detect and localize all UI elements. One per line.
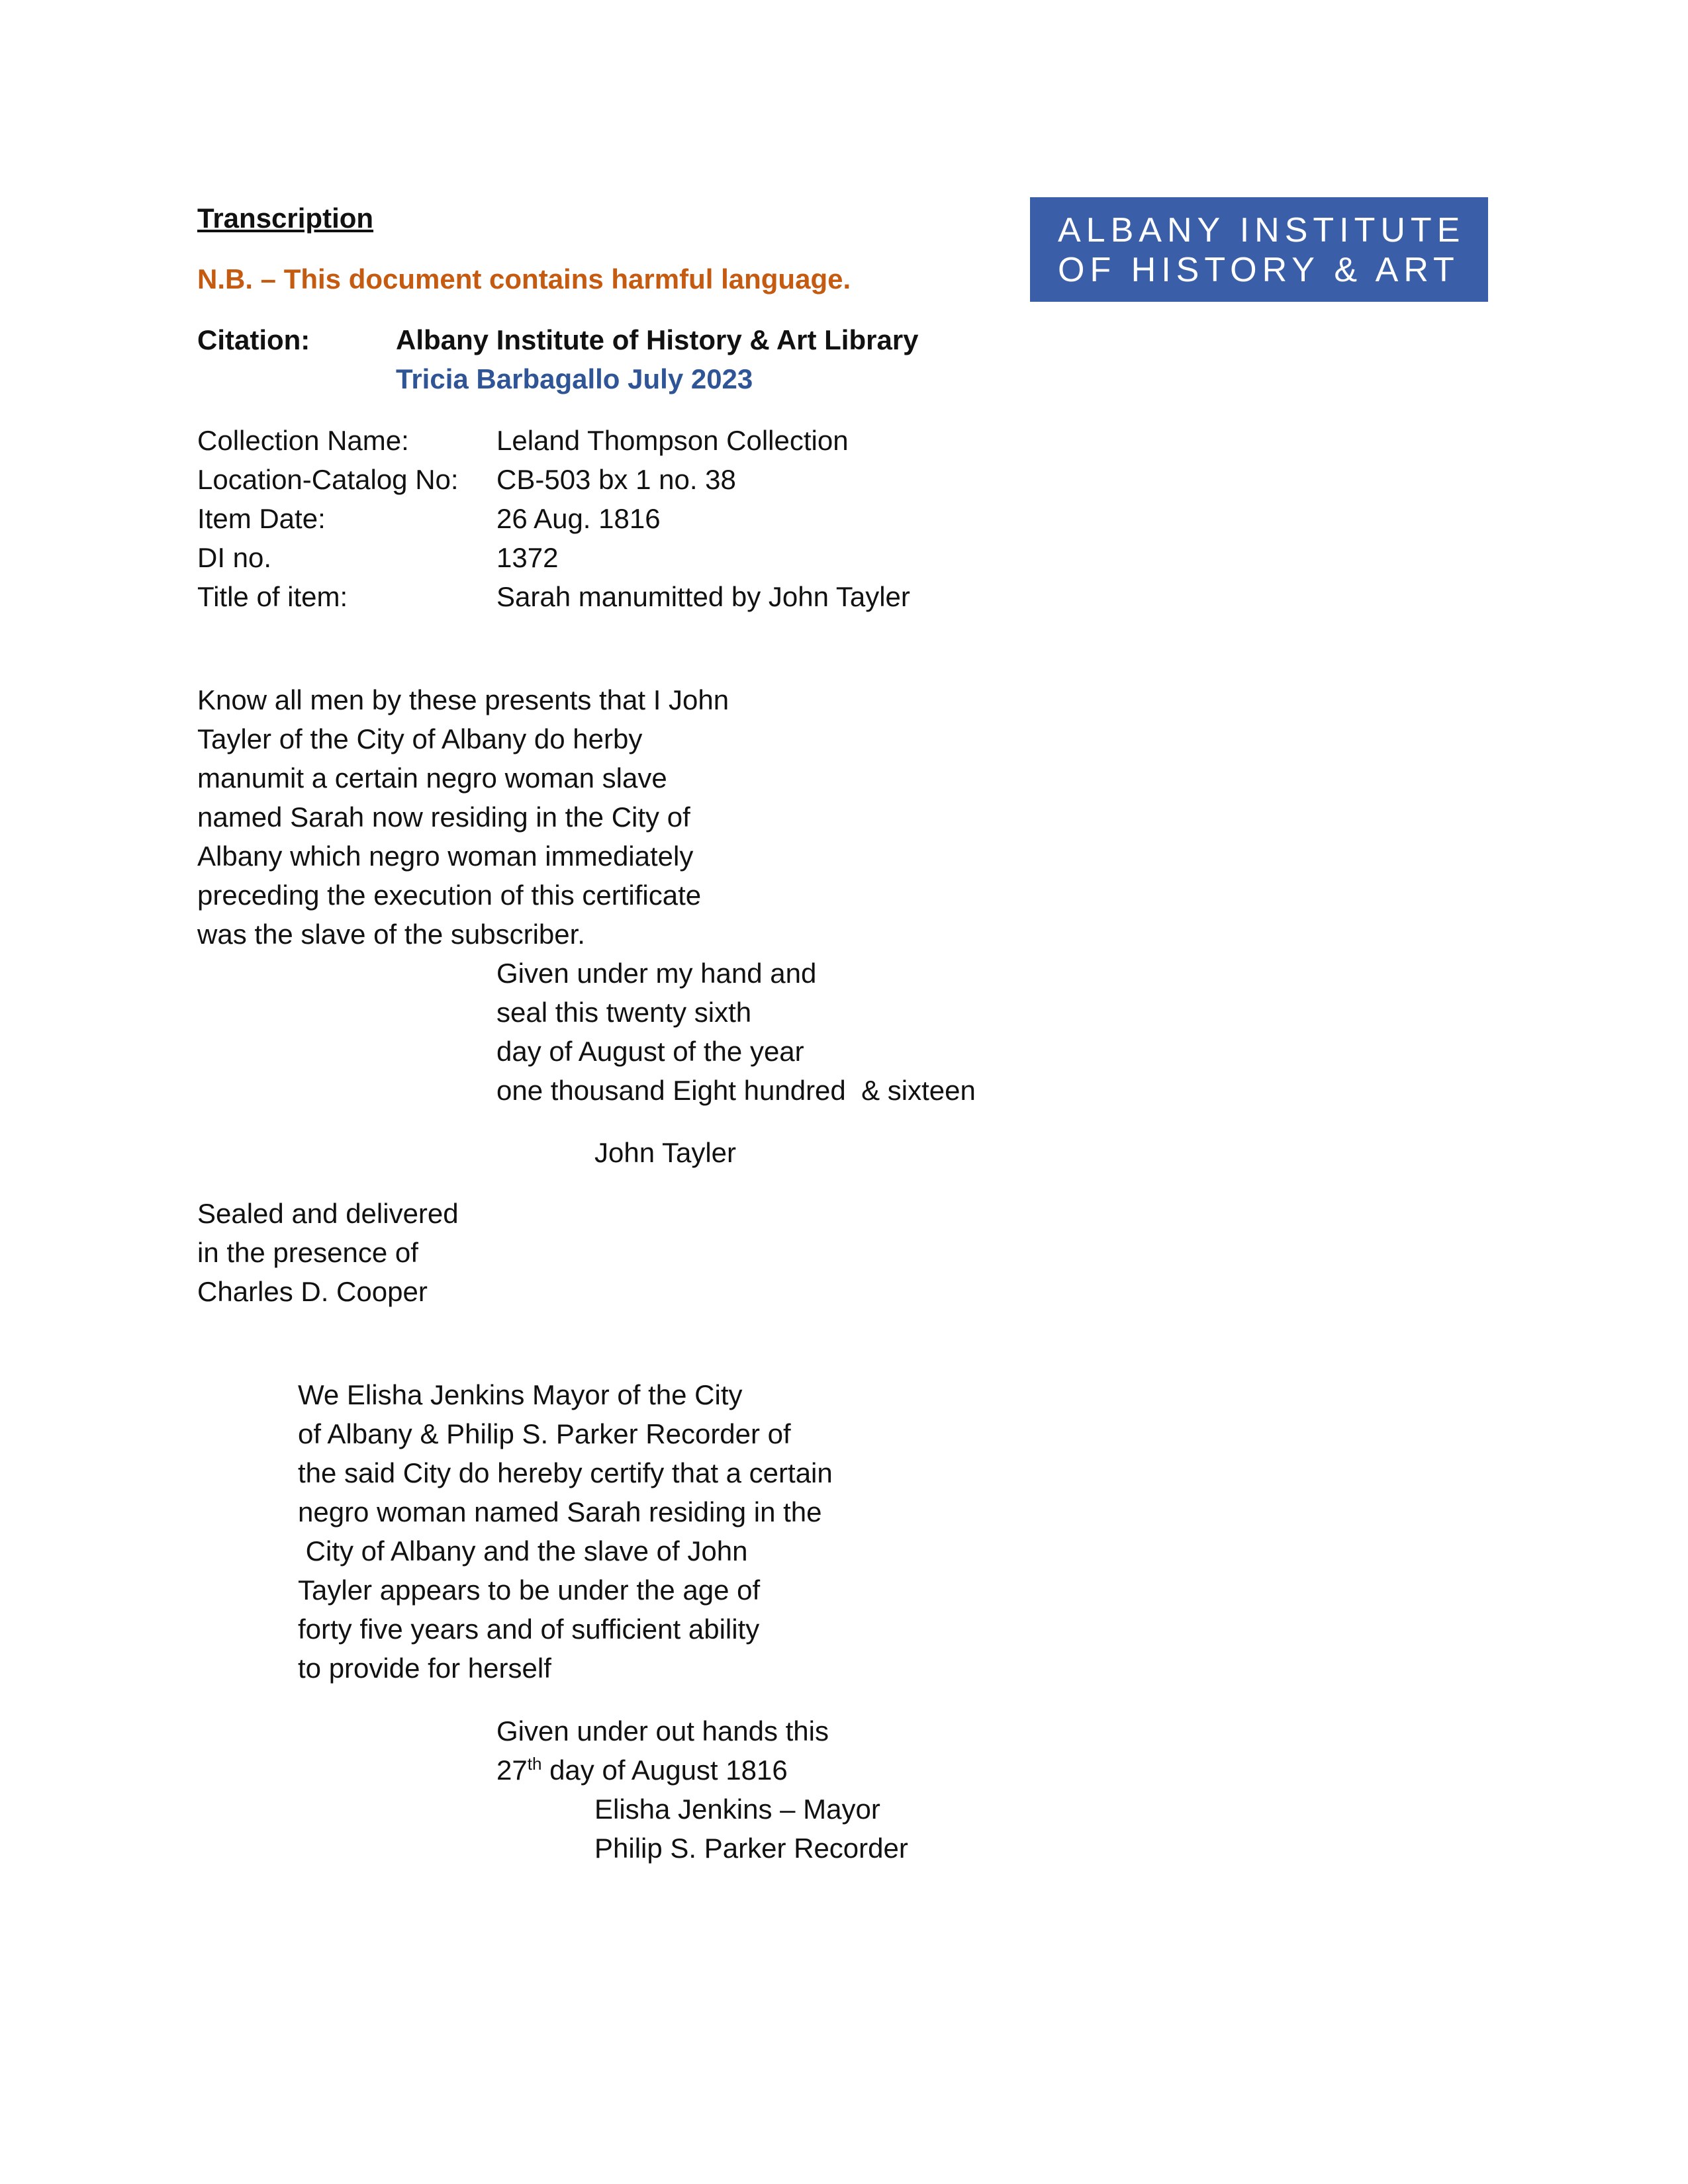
official-signatures [594, 1790, 908, 1868]
given-under-hands [496, 1711, 829, 1790]
metadata-value: CB-503 bx 1 no. 38 [496, 464, 736, 495]
metadata-row [197, 421, 910, 460]
text-line: negro woman named Sarah residing in the [298, 1496, 822, 1527]
metadata-key: Item Date: [197, 503, 326, 534]
text-line: was the slave of the subscriber. [197, 919, 585, 950]
official-name: Elisha Jenkins – Mayor [594, 1794, 880, 1825]
text-line: preceding the execution of this certificate [197, 880, 702, 911]
signer-name: John Tayler [594, 1137, 737, 1168]
mayor-certificate-text [298, 1375, 833, 1688]
text-line: manumit a certain negro woman slave [197, 762, 667, 794]
text-line: Charles D. Cooper [197, 1276, 428, 1307]
metadata-value: 26 Aug. 1816 [496, 503, 661, 534]
metadata-value: Leland Thompson Collection [496, 425, 849, 456]
text-line: We Elisha Jenkins Mayor of the City [298, 1379, 743, 1410]
harmful-language-warning: N.B. – This document contains harmful language. [197, 263, 851, 295]
metadata-row [197, 460, 910, 499]
witness-block [197, 1194, 459, 1311]
metadata-value: Sarah manumitted by John Tayler [496, 581, 910, 612]
text-line: Know all men by these presents that I John [197, 684, 729, 715]
manumission-text [197, 680, 729, 954]
text-line: day of August of the year [496, 1036, 804, 1067]
metadata-key: Title of item: [197, 581, 348, 612]
text-line: one thousand Eight hundred & sixteen [496, 1075, 976, 1106]
metadata-key: Location-Catalog No: [197, 464, 459, 495]
text-line: in the presence of [197, 1237, 418, 1268]
text-line: forty five years and of sufficient ability [298, 1614, 760, 1645]
text-line: Albany which negro woman immediately [197, 841, 694, 872]
text-line: the said City do hereby certify that a certain [298, 1457, 833, 1488]
metadata-row [197, 499, 910, 538]
text-line: Tayler of the City of Albany do herby [197, 723, 643, 754]
text-line: to provide for herself [298, 1653, 551, 1684]
text-line: of Albany & Philip S. Parker Recorder of [298, 1418, 791, 1449]
citation-author: Tricia Barbagallo July 2023 [396, 363, 753, 394]
citation-library: Albany Institute of History & Art Library [396, 324, 919, 355]
given-under-hand [496, 954, 976, 1110]
citation-label: Citation: [197, 324, 310, 355]
date-rest: day of August 1816 [541, 1754, 788, 1786]
text-line: Given under out hands this [496, 1715, 829, 1747]
logo-line-2: OF HISTORY & ART [1058, 251, 1460, 289]
text-line: seal this twenty sixth [496, 997, 752, 1028]
day-suffix: th [527, 1754, 542, 1774]
metadata-value: 1372 [496, 542, 559, 573]
official-name: Philip S. Parker Recorder [594, 1833, 908, 1864]
metadata-row [197, 538, 910, 577]
logo-line-1: ALBANY INSTITUTE [1058, 211, 1466, 250]
albany-institute-logo [1030, 197, 1488, 302]
page-heading: Transcription [197, 203, 374, 234]
metadata-key: Collection Name: [197, 425, 409, 456]
text-line: named Sarah now residing in the City of [197, 801, 690, 833]
metadata-key: DI no. [197, 542, 272, 573]
text-line: Sealed and delivered [197, 1198, 459, 1229]
day-number: 27 [496, 1754, 528, 1786]
metadata-table [197, 421, 910, 616]
metadata-row [197, 577, 910, 616]
text-line: Given under my hand and [496, 958, 817, 989]
date-line [496, 1751, 829, 1790]
text-line: Tayler appears to be under the age of [298, 1574, 761, 1606]
text-line: City of Albany and the slave of John [298, 1535, 748, 1567]
